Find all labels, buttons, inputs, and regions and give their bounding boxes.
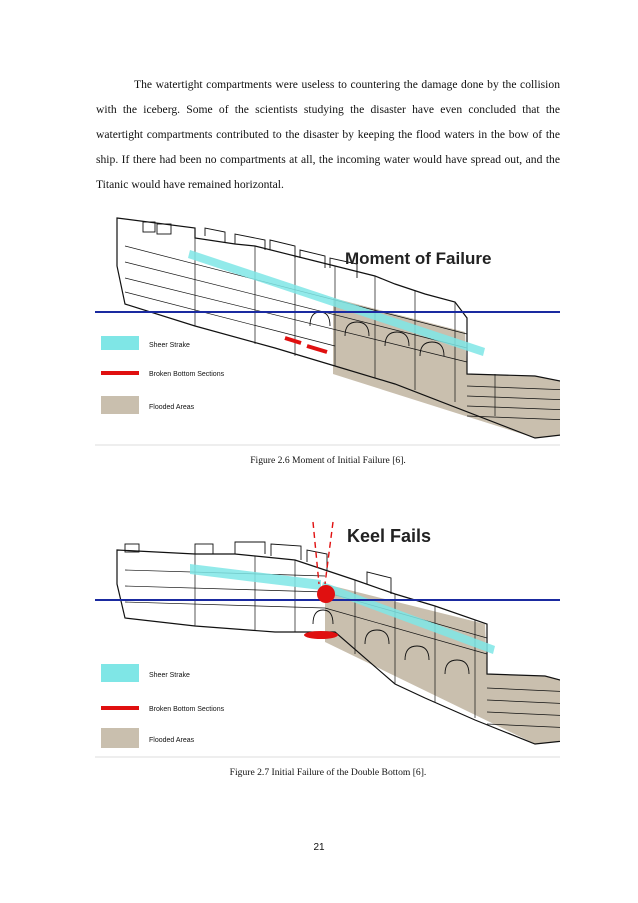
ship-diagram-1 (95, 206, 560, 446)
legend-flooded-label: Flooded Areas (149, 404, 195, 411)
legend-sheer-label: Sheer Strake (149, 342, 190, 349)
legend-swatch-flooded (101, 396, 139, 414)
figure-keel-fails (95, 514, 560, 758)
legend-broken-label: Broken Bottom Sections (149, 371, 225, 378)
failure-point (317, 585, 335, 603)
figure-2-title: Keel Fails (347, 526, 432, 546)
paragraph-text: The watertight compartments were useless to countering the damage done by the collision with the iceberg. Some of the scientists studying the disaster have even concluded that the watertight compartments contributed to the disaster by keeping the flood waters in the bow of the ship. If there had been no compartments at all, the incoming water would have spread out, and the Titanic would have remained horizontal. (96, 78, 560, 191)
legend-swatch-sheer (101, 664, 139, 682)
figure-2-caption: Figure 2.7 Initial Failure of the Double Bottom [6]. (229, 767, 427, 778)
legend-swatch-sheer (101, 336, 139, 350)
legend-swatch-flooded (101, 728, 139, 748)
broken-bottom (304, 631, 338, 639)
ship-diagram-2 (95, 514, 560, 758)
legend-swatch-broken (101, 706, 139, 710)
legend-broken-label: Broken Bottom Sections (149, 706, 225, 713)
legend-sheer-label: Sheer Strake (149, 672, 190, 679)
page-number: 21 (313, 842, 325, 853)
body-paragraph (96, 72, 560, 197)
legend-swatch-broken (101, 371, 139, 375)
figure-1-caption: Figure 2.6 Moment of Initial Failure [6]. (250, 455, 406, 466)
legend-flooded-label: Flooded Areas (149, 737, 195, 744)
figure-1-title: Moment of Failure (345, 249, 492, 268)
figure-moment-of-failure (95, 206, 560, 446)
